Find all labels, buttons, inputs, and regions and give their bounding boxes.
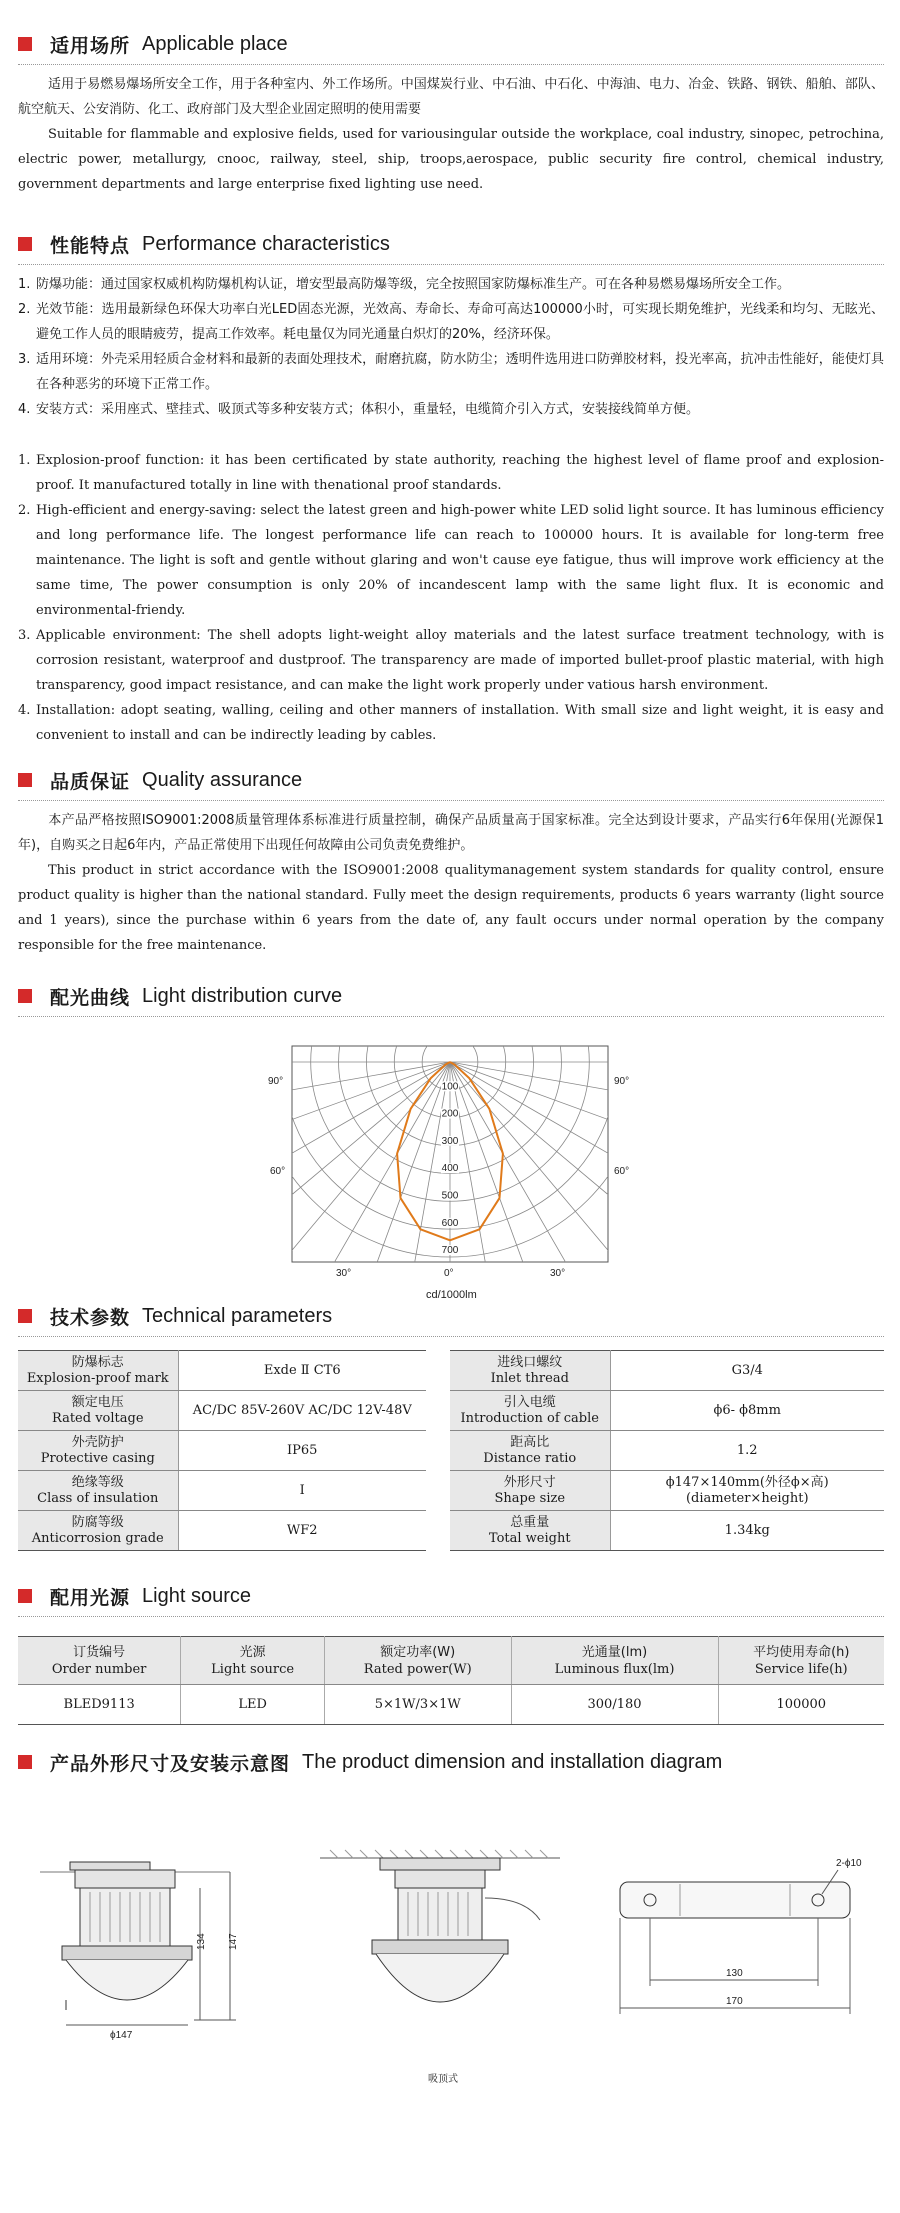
param-value-text: AC/DC 85V-260V AC/DC 12V-48V bbox=[192, 1402, 412, 1418]
param-label-zh: 防腐等级 bbox=[71, 1514, 124, 1530]
param-value-text: G3/4 bbox=[731, 1362, 763, 1378]
param-label-en: Rated voltage bbox=[51, 1410, 144, 1426]
param-label bbox=[450, 1471, 610, 1511]
angle-label-bottom-center: 0° bbox=[444, 1268, 454, 1279]
list-item bbox=[18, 297, 884, 347]
column-header-zh: 平均使用寿命(h) bbox=[753, 1644, 850, 1660]
dim-height-147: 147 bbox=[228, 1933, 239, 1950]
param-label-en: Anticorrosion grade bbox=[31, 1530, 164, 1546]
section-title-en: Quality assurance bbox=[142, 768, 303, 791]
list-item bbox=[18, 623, 884, 698]
param-value-text: Exde Ⅱ CT6 bbox=[263, 1362, 341, 1378]
param-label-en: Inlet thread bbox=[490, 1370, 569, 1386]
ceiling-mount-label: 吸顶式 bbox=[428, 2074, 458, 2085]
section-title-en: Light source bbox=[142, 1584, 251, 1607]
list-number: 1. bbox=[18, 453, 31, 468]
bracket-view-drawing bbox=[620, 1870, 850, 2014]
list-number: 2. bbox=[18, 503, 31, 518]
angle-label-right-top: 90° bbox=[614, 1076, 630, 1087]
column-header-en: Service life(h) bbox=[754, 1661, 848, 1677]
polar-grid-spoke bbox=[381, 1062, 450, 1305]
param-label bbox=[450, 1431, 610, 1471]
param-value bbox=[178, 1431, 426, 1471]
param-value bbox=[178, 1391, 426, 1431]
list-text: Installation: adopt seating, walling, ceiling and other manners of installation. With small size and light weight, it is easy and convenient to install and can be indirectly leading by cables. bbox=[36, 703, 884, 743]
polar-grid-spoke bbox=[250, 1062, 450, 1131]
param-label-zh: 距高比 bbox=[510, 1434, 550, 1450]
param-row bbox=[450, 1471, 884, 1511]
divider bbox=[18, 800, 884, 801]
list-text: 光效节能：选用最新绿色环保大功率白光LED固态光源，光效高、寿命长、寿命可高达100000小时，可实现长期免维护，光线柔和均匀、无眩光、避免工作人员的眼睛疲劳，提高工作效率。耗电量仅为同光通量白炽灯的20%，经济环保。 bbox=[36, 302, 884, 342]
divider bbox=[18, 64, 884, 65]
param-label-zh: 进线口螺纹 bbox=[497, 1354, 563, 1370]
quality-text-zh-content: 本产品严格按照ISO9001:2008质量管理体系标准进行质量控制，确保产品质量高于国家标准。完全达到设计要求，产品实行6年保用(光源保1年)，自购买之日起6年内，产品正常使用下出现任何故障由公司负责免费维护。 bbox=[18, 813, 884, 853]
param-value-text: ϕ6- ϕ8mm bbox=[713, 1402, 781, 1418]
list-number: 3. bbox=[18, 352, 31, 367]
section-header-dimension bbox=[18, 1746, 722, 1778]
section-title-en: Technical parameters bbox=[142, 1304, 333, 1327]
param-label-zh: 外壳防护 bbox=[71, 1434, 124, 1450]
column-header bbox=[18, 1637, 181, 1685]
param-row bbox=[18, 1391, 426, 1431]
divider bbox=[18, 1016, 884, 1017]
param-label-en: Protective casing bbox=[40, 1450, 155, 1466]
param-row bbox=[450, 1431, 884, 1471]
list-item bbox=[18, 498, 884, 623]
param-value bbox=[178, 1511, 426, 1551]
dim-width-170: 170 bbox=[726, 1996, 743, 2007]
place-text-en bbox=[18, 122, 884, 197]
section-title-zh: 技术参数 bbox=[50, 1306, 131, 1329]
param-label-zh: 额定电压 bbox=[71, 1394, 124, 1410]
section-header-source bbox=[18, 1580, 251, 1612]
param-label bbox=[18, 1351, 178, 1391]
param-row bbox=[450, 1351, 884, 1391]
angle-label-left-mid: 60° bbox=[270, 1166, 286, 1177]
place-text-en-content: Suitable for flammable and explosive fields, used for variousingular outside the workplace, coal industry, sinopec, petrochina, electric power, metallurgy, cnooc, railway, steel, ship, troops,aerospace, public security fire control, chemical industry, government departments and large enterprise fixed lighting use need. bbox=[18, 127, 884, 192]
param-value bbox=[610, 1511, 884, 1551]
param-value bbox=[610, 1431, 884, 1471]
param-label-en: Distance ratio bbox=[483, 1450, 577, 1466]
section-title-zh: 适用场所 bbox=[50, 34, 131, 57]
column-header-zh: 订货编号 bbox=[73, 1644, 126, 1660]
table-cell: 5×1W/3×1W bbox=[324, 1685, 511, 1725]
dim-diameter-147: ϕ147 bbox=[110, 2030, 133, 2041]
table-row bbox=[18, 1685, 884, 1725]
radial-tick-label: 600 bbox=[441, 1217, 459, 1229]
table-cell: LED bbox=[181, 1685, 325, 1725]
param-row bbox=[18, 1431, 426, 1471]
param-value bbox=[610, 1391, 884, 1431]
param-label-en: Introduction of cable bbox=[460, 1410, 599, 1426]
polar-grid-spoke bbox=[450, 1062, 650, 1131]
list-number: 4. bbox=[18, 402, 31, 417]
param-value-text: 1.2 bbox=[736, 1442, 758, 1458]
angle-label-left-top: 90° bbox=[268, 1076, 284, 1087]
param-label-en: Explosion-proof mark bbox=[26, 1370, 169, 1386]
red-square-icon bbox=[18, 1589, 32, 1603]
param-value-text: Ⅰ bbox=[299, 1482, 305, 1498]
list-text: 防爆功能：通过国家权威机构防爆机构认证，增安型最高防爆等级，完全按照国家防爆标准生产。可在各种易燃易爆场所安全工作。 bbox=[36, 277, 791, 292]
param-value bbox=[178, 1471, 426, 1511]
chart-unit-label: cd/1000lm bbox=[426, 1289, 477, 1301]
red-square-icon bbox=[18, 773, 32, 787]
section-title-zh: 配光曲线 bbox=[50, 986, 131, 1009]
param-label-zh: 防爆标志 bbox=[71, 1354, 124, 1370]
section-header-curve bbox=[18, 980, 342, 1012]
divider bbox=[18, 264, 884, 265]
param-label bbox=[450, 1391, 610, 1431]
param-row bbox=[450, 1391, 884, 1431]
param-value bbox=[178, 1351, 426, 1391]
param-label-zh: 外形尺寸 bbox=[503, 1474, 556, 1490]
dim-height-134: 134 bbox=[196, 1933, 207, 1950]
radial-tick-label: 500 bbox=[441, 1190, 459, 1202]
section-title-zh: 产品外形尺寸及安装示意图 bbox=[50, 1752, 291, 1775]
quality-text-en-content: This product in strict accordance with the ISO9001:2008 qualitymanagement system standards for quality control, ensure product quality is higher than the national standard. Fully meet the design requirements, products 6 years warranty (light source and 1 years), since the purchase within 6 years from the date of, any fault occurs under normal operation by the company responsible for the free maintenance. bbox=[18, 863, 884, 953]
light-distribution-chart bbox=[250, 1040, 650, 1305]
divider bbox=[18, 1336, 884, 1337]
radial-tick-label: 400 bbox=[441, 1163, 459, 1175]
list-number: 1. bbox=[18, 277, 31, 292]
list-text: 适用环境：外壳采用轻质合金材料和最新的表面处理技术，耐磨抗腐，防水防尘；透明件选用进口防弹胶材料，投光率高，抗冲击性能好，能使灯具在各种恶劣的环境下正常工作。 bbox=[36, 352, 884, 392]
column-header-en: Order number bbox=[51, 1661, 147, 1677]
param-label-zh: 引入电缆 bbox=[503, 1394, 556, 1410]
radial-tick-label: 100 bbox=[441, 1081, 459, 1093]
angle-label-bottom-right: 30° bbox=[550, 1268, 566, 1279]
column-header-en: Rated power(W) bbox=[363, 1661, 472, 1677]
dim-width-130: 130 bbox=[726, 1968, 743, 1979]
red-square-icon bbox=[18, 237, 32, 251]
param-value bbox=[610, 1471, 884, 1511]
table-cell: 300/180 bbox=[511, 1685, 718, 1725]
performance-list-en bbox=[18, 448, 884, 748]
place-text-zh bbox=[18, 72, 884, 122]
param-value-text: WF2 bbox=[286, 1522, 318, 1538]
dimension-diagram-svg bbox=[0, 1800, 900, 2100]
param-label-en: Shape size bbox=[494, 1490, 566, 1506]
red-square-icon bbox=[18, 1309, 32, 1323]
radial-tick-label: 300 bbox=[441, 1135, 459, 1147]
list-number: 2. bbox=[18, 302, 31, 317]
angle-label-right-mid: 60° bbox=[614, 1166, 630, 1177]
list-item bbox=[18, 397, 884, 422]
quality-text-zh bbox=[18, 808, 884, 858]
divider bbox=[18, 1616, 884, 1617]
list-item bbox=[18, 448, 884, 498]
section-header-quality bbox=[18, 764, 302, 796]
param-value-text-2: (diameter×height) bbox=[685, 1490, 809, 1506]
section-header-params bbox=[18, 1300, 332, 1332]
list-text: Applicable environment: The shell adopts light-weight alloy materials and the latest surface treatment technology, with is corrosion resistant, waterproof and dustproof. The transparency are made of imported bullet-proof plastic material, with high transparency, good impact resistance, and can make the light work properly under vatious harsh environment. bbox=[36, 628, 884, 693]
list-item bbox=[18, 347, 884, 397]
param-label bbox=[18, 1431, 178, 1471]
column-header bbox=[718, 1637, 884, 1685]
params-table-right bbox=[450, 1350, 884, 1551]
quality-text-en bbox=[18, 858, 884, 958]
param-value bbox=[610, 1351, 884, 1391]
list-number: 3. bbox=[18, 628, 31, 643]
param-label-en: Class of insulation bbox=[37, 1490, 159, 1506]
table-cell: BLED9113 bbox=[18, 1685, 181, 1725]
param-value-text: ϕ147×140mm(外径ϕ×高) bbox=[665, 1474, 829, 1490]
param-label-zh: 总重量 bbox=[510, 1514, 550, 1530]
param-label bbox=[18, 1471, 178, 1511]
section-title-zh: 性能特点 bbox=[50, 234, 131, 257]
light-source-table bbox=[18, 1636, 884, 1725]
list-number: 4. bbox=[18, 703, 31, 718]
params-table-left bbox=[18, 1350, 426, 1551]
section-title-en: Applicable place bbox=[142, 32, 288, 55]
param-label bbox=[450, 1351, 610, 1391]
list-item bbox=[18, 698, 884, 748]
param-row bbox=[18, 1351, 426, 1391]
param-row bbox=[18, 1511, 426, 1551]
ceiling-view-drawing bbox=[320, 1850, 560, 2002]
performance-list-zh bbox=[18, 272, 884, 422]
polar-grid-spoke bbox=[450, 1062, 519, 1305]
param-label-zh: 绝缘等级 bbox=[71, 1474, 124, 1490]
red-square-icon bbox=[18, 1755, 32, 1769]
radial-tick-label: 200 bbox=[441, 1108, 459, 1120]
param-row bbox=[450, 1511, 884, 1551]
section-header-performance bbox=[18, 228, 390, 260]
list-item bbox=[18, 272, 884, 297]
section-title-en: Performance characteristics bbox=[142, 232, 390, 255]
list-text: 安装方式：采用座式、壁挂式、吸顶式等多种安装方式；体积小，重量轻，电缆简介引入方式，安装接线简单方便。 bbox=[36, 402, 700, 417]
param-label bbox=[18, 1391, 178, 1431]
section-title-en: The product dimension and installation diagram bbox=[302, 1750, 723, 1773]
dim-holes: 2-ϕ10 bbox=[836, 1858, 862, 1869]
column-header bbox=[511, 1637, 718, 1685]
radial-tick-label: 700 bbox=[441, 1245, 459, 1257]
column-header bbox=[324, 1637, 511, 1685]
polar-chart-svg bbox=[250, 1040, 650, 1305]
dimension-diagram bbox=[0, 1800, 900, 2100]
list-text: High-efficient and energy-saving: select the latest green and high-power white LED solid light source. It has luminous efficiency and long performance life. The longest performance life can reach to 100000 hours. It is available for long-term free maintenance. The light is soft and gentle without glaring and won't cause eye fatigue, thus will improve work efficiency at the same time, The power consumption is only 20% of incandescent lamp with the same light flux. It is economic and environmental-friendy. bbox=[36, 503, 884, 618]
table-header-row bbox=[18, 1637, 884, 1685]
angle-label-bottom-left: 30° bbox=[336, 1268, 352, 1279]
section-title-zh: 配用光源 bbox=[50, 1586, 131, 1609]
place-text-zh-content: 适用于易燃易爆场所安全工作，用于各种室内、外工作场所。中国煤炭行业、中石油、中石化、中海油、电力、冶金、铁路、钢铁、船舶、部队、航空航天、公安消防、化工、政府部门及大型企业固定照明的使用需要 bbox=[18, 77, 884, 117]
column-header-zh: 光通量(lm) bbox=[581, 1644, 648, 1660]
column-header-zh: 光源 bbox=[239, 1644, 266, 1660]
section-title-en: Light distribution curve bbox=[142, 984, 343, 1007]
param-label bbox=[18, 1511, 178, 1551]
param-row bbox=[18, 1471, 426, 1511]
column-header bbox=[181, 1637, 325, 1685]
section-title-zh: 品质保证 bbox=[50, 770, 131, 793]
param-value-text: 1.34kg bbox=[724, 1522, 770, 1538]
param-value-text: IP65 bbox=[287, 1442, 318, 1458]
column-header-zh: 额定功率(W) bbox=[380, 1644, 456, 1660]
list-text: Explosion-proof function: it has been certificated by state authority, reaching the highest level of flame proof and explosion-proof. It manufactured totally in line with thenational proof standards. bbox=[36, 453, 884, 493]
red-square-icon bbox=[18, 989, 32, 1003]
param-label bbox=[450, 1511, 610, 1551]
param-label-en: Total weight bbox=[488, 1530, 571, 1546]
section-header-place bbox=[18, 28, 288, 60]
red-square-icon bbox=[18, 37, 32, 51]
column-header-en: Light source bbox=[211, 1661, 295, 1677]
column-header-en: Luminous flux(lm) bbox=[554, 1661, 675, 1677]
table-cell: 100000 bbox=[718, 1685, 884, 1725]
